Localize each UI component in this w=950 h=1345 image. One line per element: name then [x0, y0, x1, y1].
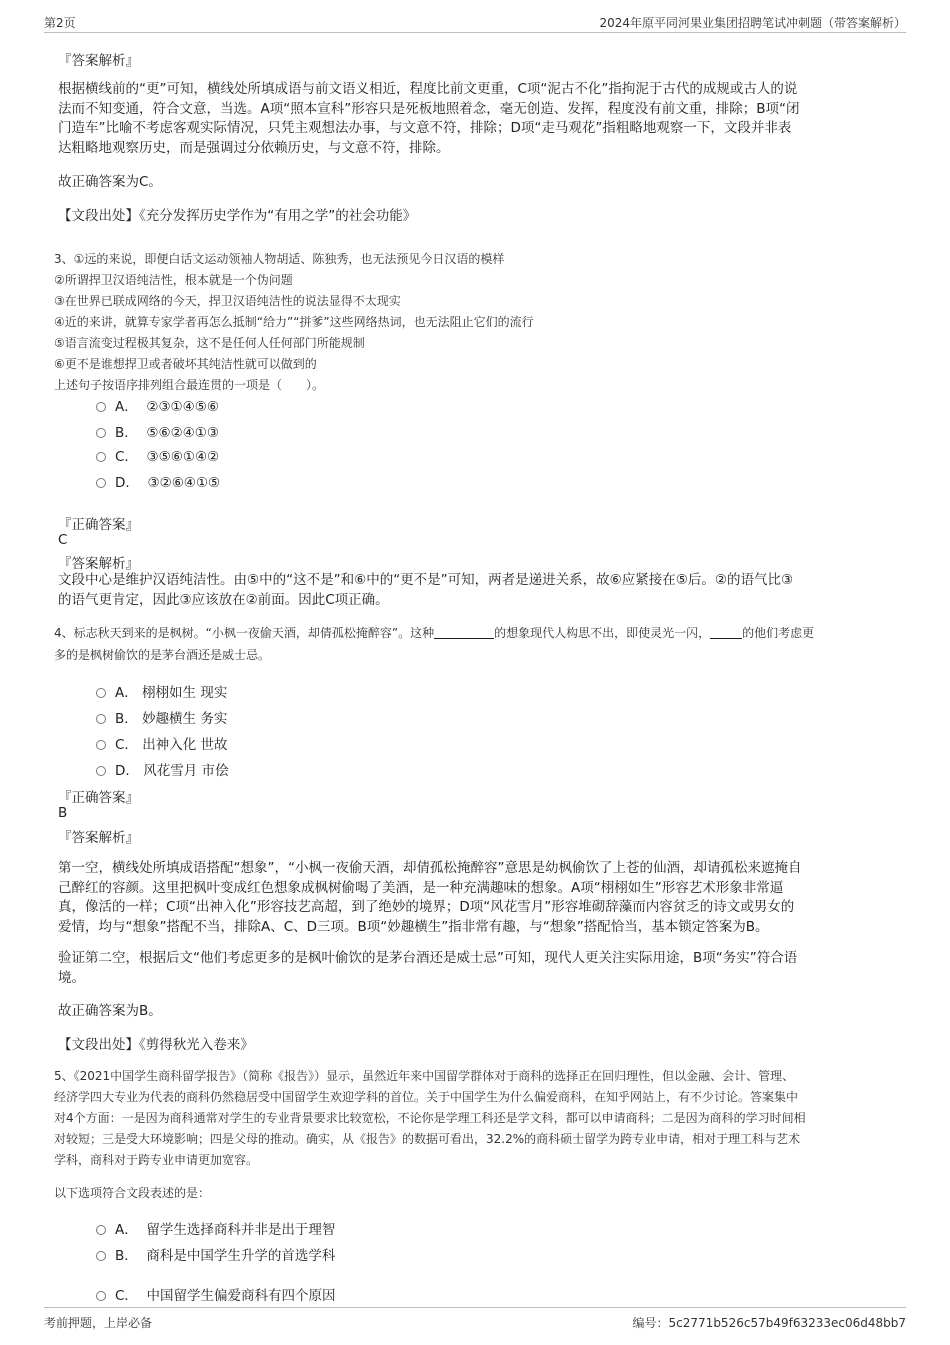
- q3-analysis: [58, 571, 898, 610]
- answer-blank: [710, 626, 742, 639]
- page-footer: [44, 1307, 906, 1334]
- q4-analysis-line: 验证第二空，根据后文“他们考虑更多的是枫叶偷饮的是茅台酒还是威士忌”可知，现代人更关注实际用途，B项“务实”符合语: [58, 950, 798, 966]
- radio-icon[interactable]: [96, 1251, 106, 1261]
- q5-stem-line: 学科，商科对于跨专业申请更加宽容。: [54, 1153, 259, 1167]
- q2-source: 【文段出处】《充分发挥历史学作为“有用之学”的社会功能》: [58, 208, 417, 224]
- q3-analysis-line: 文段中心是维护汉语纯洁性。由⑤中的“这不是”和⑥中的“更不是”可知，两者是递进关系，故⑥应紧接在⑤后。②的语气比③: [58, 572, 794, 588]
- q4-option-b[interactable]: B． 妙趣横生 务实: [96, 707, 227, 727]
- q2-analysis-line: 法而不知变通，符合文意，当选。A项“照本宣科”形容只是死板地照着念，毫无创造、发挥，程度没有前文重，排除；B项“闭: [58, 100, 800, 117]
- q3-stem-line: 上述句子按语序排列组合最连贯的一项是（ ）。: [54, 378, 325, 392]
- q4-analysis-line: 真，像活的一样；C项“出神入化”形容技艺高超，到了绝妙的境界；D项“风花雪月”形容堆砌辞藻而内容贫乏的诗文或男女的: [58, 899, 795, 915]
- q3-analysis-line: 的语气更肯定，因此③应该放在②前面。因此C项正确。: [58, 591, 389, 608]
- radio-icon[interactable]: [96, 452, 106, 462]
- q5-option-c[interactable]: C． 中国留学生偏爱商科有四个原因: [96, 1284, 336, 1304]
- radio-icon[interactable]: [96, 478, 106, 488]
- radio-icon[interactable]: [96, 1225, 106, 1235]
- q5-question: 以下选项符合文段表述的是：: [54, 1186, 211, 1200]
- q4-option-d[interactable]: D． 风花雪月 市侩: [96, 759, 229, 779]
- q3-stem-line: ⑤语言流变过程极其复杂，这不是任何人任何部门所能规制: [54, 336, 365, 350]
- q3-answer-label: 『正确答案』: [58, 517, 139, 533]
- q3-stem-line: ⑥更不是谁想捍卫或者破坏其纯洁性就可以做到的: [54, 357, 317, 371]
- q5-option-a[interactable]: A． 留学生选择商科并非是出于理智: [96, 1218, 335, 1238]
- q2-analysis-line: 门造车”比喻不考虑客观实际情况，只凭主观想法办事，与文意不符，排除；D项“走马观花”指粗略地观察一下，文段并非表: [58, 120, 792, 136]
- q4-analysis-line: 境。: [58, 969, 85, 986]
- q4-analysis-line: 第一空，横线处所填成语搭配“想象”，“小枫一夜偷天酒，却倩孤松掩醉容”意思是幼枫偷饮了上苍的仙酒，却请孤松来遮掩自: [58, 860, 802, 876]
- q3-stem-line: ④近的来讲，就算专家学者再怎么抵制“给力”“拼爹”这些网络热词，也无法阻止它们的流行: [54, 315, 534, 329]
- footer-serial: 编号：5c2771b526c57b49f63233ec06d48bb7: [632, 1316, 906, 1330]
- q3-option-b[interactable]: B． ⑤⑥②④①③: [96, 421, 219, 441]
- q3-stem-line: ③在世界已联成网络的今天，捍卫汉语纯洁性的说法显得不太现实: [54, 294, 401, 308]
- q3-stem-line: 3、①远的来说，即便白话文运动领袖人物胡适、陈独秀，也无法预见今日汉语的模样: [54, 252, 505, 266]
- radio-icon[interactable]: [96, 688, 106, 698]
- q4-analysis-p1: [58, 859, 898, 937]
- footer-slogan: 考前押题，上岸必备: [44, 1316, 153, 1330]
- q4-answer-label: 『正确答案』: [58, 790, 139, 806]
- q4-analysis-line: 爱情，均与“想象”搭配不当，排除A、C、D三项。B项“妙趣横生”指非常有趣，与“想象”搭配恰当，基本锁定答案为B。: [58, 918, 769, 935]
- q3-analysis-label: 『答案解析』: [58, 556, 139, 572]
- q5-stem-line: 对较短；三是受大环境影响；四是父母的推动。确实，从《报告》的数据可看出，32.2%的商科硕士留学为跨专业申请，相对于理工科与艺术: [54, 1132, 801, 1146]
- q5-stem: [54, 1066, 900, 1171]
- radio-icon[interactable]: [96, 428, 106, 438]
- q3-option-d[interactable]: D． ③②⑥④①⑤: [96, 471, 220, 491]
- q2-analysis-label: 『答案解析』: [58, 53, 139, 69]
- q2-analysis-line: 根据横线前的“更”可知，横线处所填成语与前文语义相近，程度比前文更重，C项“泥古不化”指拘泥于古代的成规或古人的说: [58, 81, 798, 97]
- q3-option-a[interactable]: A． ②③①④⑤⑥: [96, 395, 219, 415]
- q4-source: 【文段出处】《剪得秋光入卷来》: [58, 1037, 254, 1053]
- q5-stem-line: 对4个方面：一是因为商科通常对学生的专业背景要求比较宽松，不论你是学理工科还是学文科，都可以申请商科；二是因为商科的学习时间相: [54, 1111, 806, 1125]
- q3-stem: [54, 249, 900, 396]
- answer-blank: [434, 626, 494, 639]
- page-header: [44, 12, 906, 33]
- q4-analysis-p2: [58, 949, 898, 988]
- q4-answer: B: [58, 805, 68, 821]
- q3-option-c[interactable]: C． ③⑤⑥①④②: [96, 445, 219, 465]
- radio-icon[interactable]: [96, 714, 106, 724]
- q5-stem-line: 5、《2021中国学生商科留学报告》（简称《报告》）显示，虽然近年来中国留学群体对于商科的选择正在回归理性，但以金融、会计、管理、: [54, 1069, 795, 1083]
- page-number: 第2页: [44, 16, 76, 30]
- q3-stem-line: ②所谓捍卫汉语纯洁性，根本就是一个伪问题: [54, 273, 293, 287]
- q3-answer: C: [58, 532, 68, 548]
- q5-option-b[interactable]: B． 商科是中国学生升学的首选学科: [96, 1244, 335, 1264]
- q2-analysis-line: 达粗略地观察历史，而是强调过分依赖历史，与文意不符，排除。: [58, 139, 450, 156]
- q2-conclusion: 故正确答案为C。: [58, 174, 162, 190]
- q4-analysis-line: 己醉红的容颜。这里把枫叶变成红色想象成枫树偷喝了美酒，是一种充满趣味的想象。A项“栩栩如生”形容艺术形象非常逼: [58, 879, 784, 896]
- q4-option-a[interactable]: A． 栩栩如生 现实: [96, 681, 227, 701]
- document-title: 2024年原平同河果业集团招聘笔试冲刺题（带答案解析）: [599, 16, 906, 30]
- radio-icon[interactable]: [96, 1291, 106, 1301]
- q2-analysis: [58, 80, 898, 158]
- q5-stem-line: 经济学四大专业为代表的商科仍然稳居受中国留学生欢迎学科的首位。关于中国学生为什么偏爱商科，在知乎网站上，有不少讨论。答案集中: [54, 1090, 799, 1104]
- q4-option-c[interactable]: C． 出神入化 世故: [96, 733, 228, 753]
- q4-analysis-label: 『答案解析』: [58, 830, 139, 846]
- radio-icon[interactable]: [96, 402, 106, 412]
- q4-stem-line1: 4、标志秋天到来的是枫树。“小枫一夜偷天酒，却倩孤松掩醉容”。这种 的想象现代人构思不出，即使灵光一闪， 的他们考虑更: [54, 626, 815, 640]
- q4-conclusion: 故正确答案为B。: [58, 1003, 162, 1019]
- radio-icon[interactable]: [96, 766, 106, 776]
- q4-stem-line2: 多的是枫树偷饮的是茅台酒还是威士忌。: [54, 648, 271, 662]
- radio-icon[interactable]: [96, 740, 106, 750]
